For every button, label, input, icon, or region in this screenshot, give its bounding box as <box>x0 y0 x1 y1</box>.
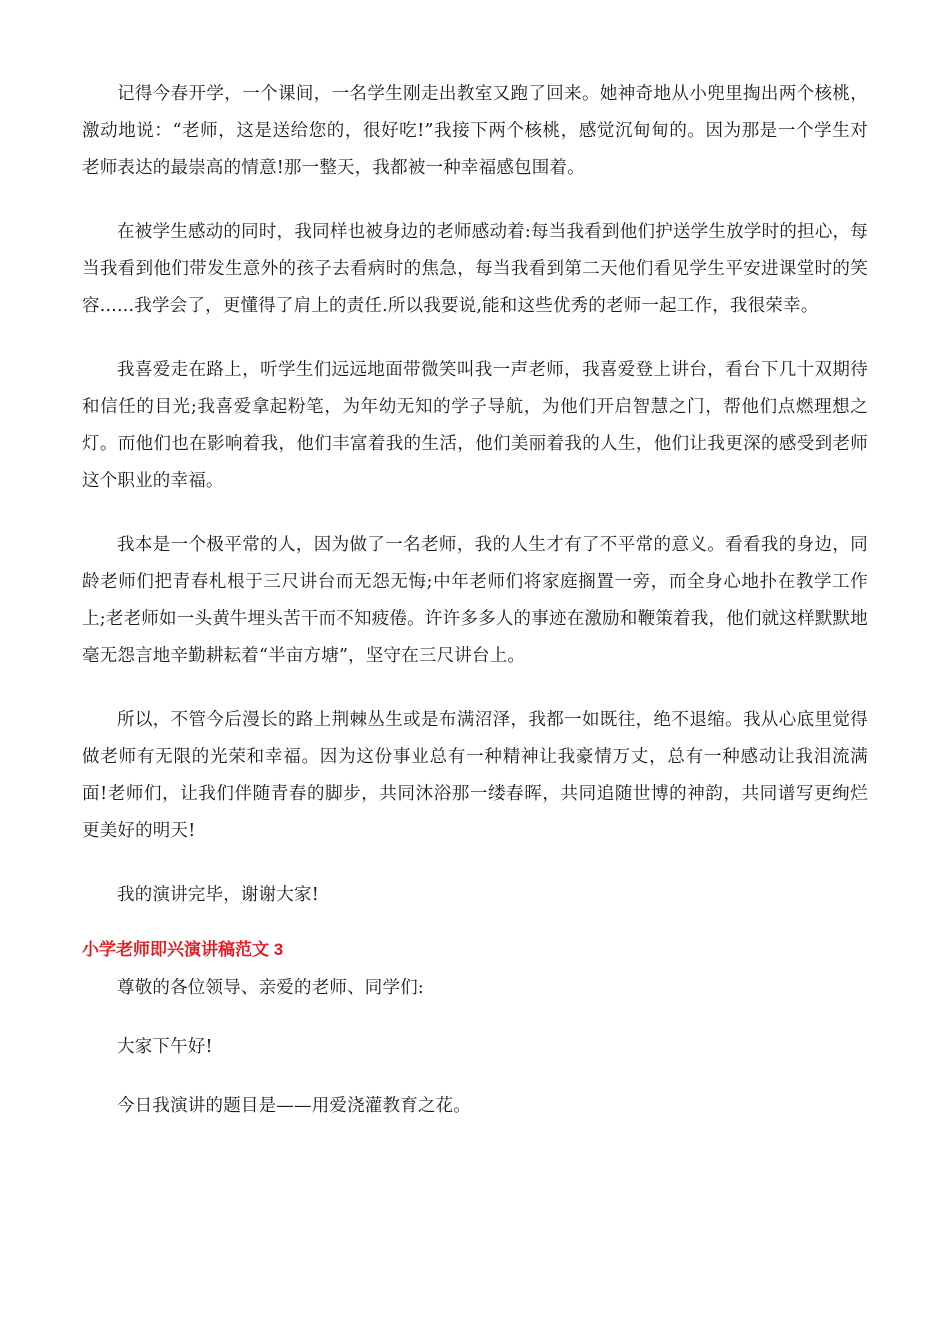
paragraph-ordinary-person: 我本是一个极平常的人，因为做了一名老师，我的人生才有了不平常的意义。看看我的身边，同龄老师们把青春札根于三尺讲台而无怨无悔;中年老师们将家庭搁置一旁，而全身心地扑在教学工作上;老老师如一头黄牛埋头苦干而不知疲倦。许许多多人的事迹在激励和鞭策着我，他们就这样默默地毫无怨言地辛勤耕耘着“半亩方塘”，坚守在三尺讲台上。 <box>82 535 868 666</box>
paragraph-moved-by-colleagues: 在被学生感动的同时，我同样也被身边的老师感动着:每当我看到他们护送学生放学时的担心，每当我看到他们带发生意外的孩子去看病时的焦急，每当我看到第二天他们看见学生平安进课堂时的笑容......我学会了，更懂得了肩上的责任.所以我要说,能和这些优秀的老师一起工作，我很荣幸。 <box>82 222 868 316</box>
document-page <box>82 76 868 1147</box>
section-heading: 小学老师即兴演讲稿范文 3 <box>82 940 284 959</box>
paragraph-speech-end: 我的演讲完毕，谢谢大家! <box>117 885 319 905</box>
paragraph-never-retreat: 所以，不管今后漫长的路上荆棘丛生或是布满沼泽，我都一如既往，绝不退缩。我从心底里觉得做老师有无限的光荣和幸福。因为这份事业总有一种精神让我豪情万丈，总有一种感动让我泪流满面!老师们，让我们伴随青春的脚步，共同沐浴那一缕春晖，共同追随世博的神韵，共同谱写更绚烂更美好的明天! <box>82 710 868 841</box>
paragraph-good-afternoon: 大家下午好! <box>117 1037 213 1057</box>
paragraph-greeting: 尊敬的各位领导、亲爱的老师、同学们: <box>117 978 424 998</box>
paragraph-walnut-gift: 记得今春开学，一个课间，一名学生刚走出教室又跑了回来。她神奇地从小兜里掏出两个核桃，激动地说：“老师，这是送给您的，很好吃!”我接下两个核桃，感觉沉甸甸的。因为那是一个学生对老师表达的最崇高的情意!那一整天，我都被一种幸福感包围着。 <box>82 84 868 178</box>
paragraph-love-teaching: 我喜爱走在路上，听学生们远远地面带微笑叫我一声老师，我喜爱登上讲台，看台下几十双期待和信任的目光;我喜爱拿起粉笔，为年幼无知的学子导航，为他们开启智慧之门，帮他们点燃理想之灯。而他们也在影响着我，他们丰富着我的生活，他们美丽着我的人生，他们让我更深的感受到老师这个职业的幸福。 <box>82 360 868 491</box>
paragraph-speech-topic: 今日我演讲的题目是——用爱浇灌教育之花。 <box>117 1096 471 1116</box>
